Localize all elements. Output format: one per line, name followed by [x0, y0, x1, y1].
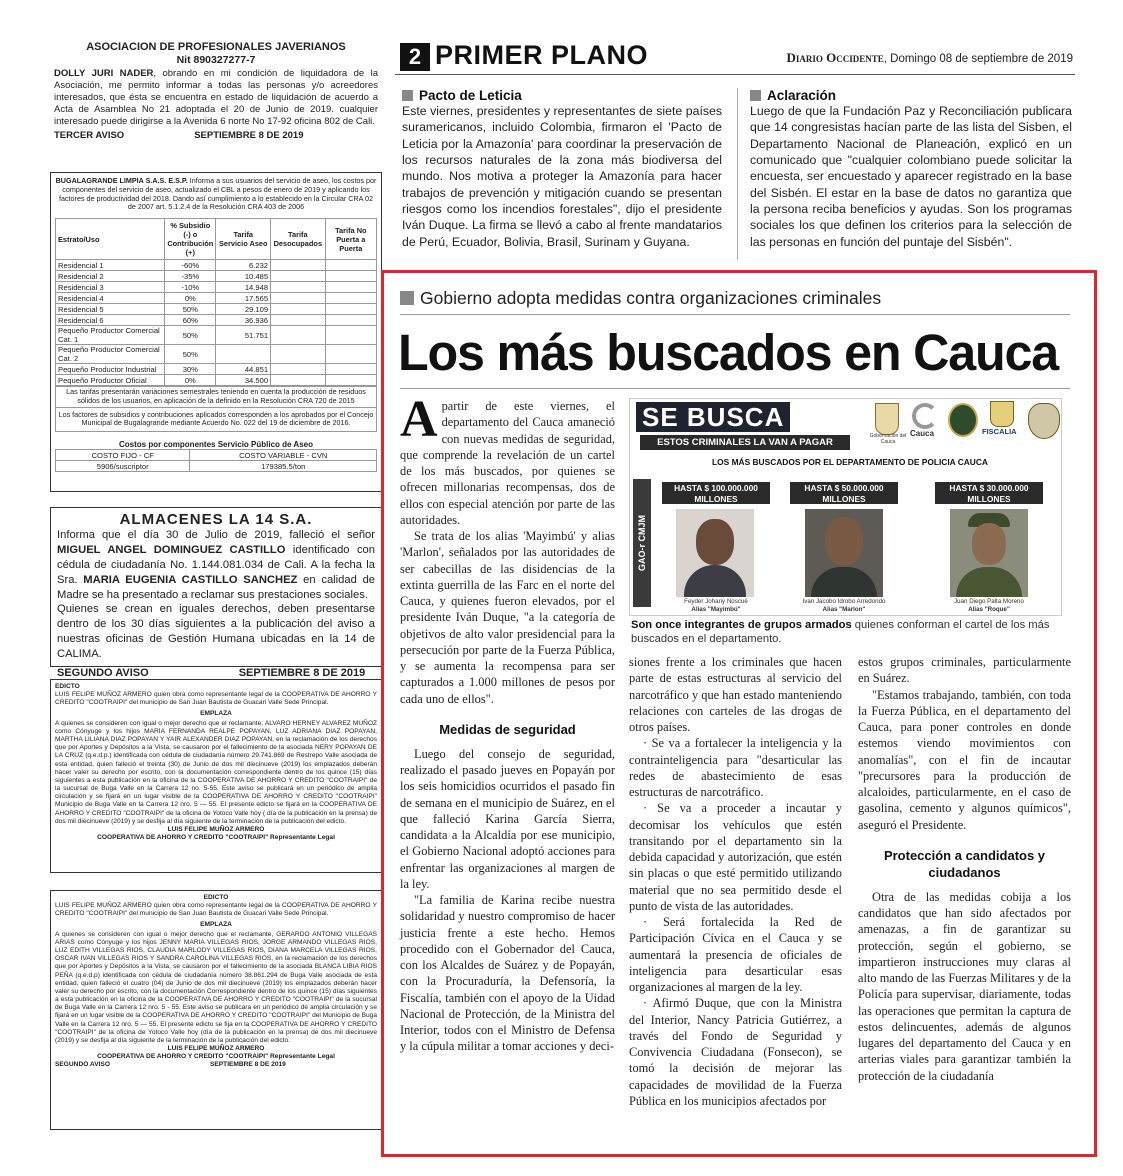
column-header: % Subsidio (-) o Contribución (+): [165, 219, 216, 260]
table-row: [56, 345, 377, 364]
table-cell: Pequeño Productor Comercial Cat. 2: [56, 345, 165, 364]
table-row: [56, 364, 377, 375]
army-emblem-icon: [1028, 403, 1060, 439]
costs-title: Costos por componentes Servicio Público de Aseo: [119, 440, 313, 450]
poster-se-busca: SE BUSCA: [636, 402, 790, 432]
reward-amount: HASTA $ 30.000.000: [949, 483, 1029, 493]
table-row: [56, 326, 377, 345]
paragraph: partir de este viernes, el departamento del Cauca amaneció con nuevas medidas de seguridad, que comprende la revelación de un cartel de los más buscados, por quienes se ofrecen millonarias recompensas, dos de ellos con especial atención por parte de las autoridades.: [400, 399, 615, 527]
paragraph: "La familia de Karina recibe nuestra solidaridad y nuestro compromiso de hacer justicia frente a este hecho. Hemos procedido con el Gobernador del Cauca, con los Alcaldes de Suárez y de Popayán, con la Procuraduría, la Defensoría, la Fiscalía, también con el apoyo de la Uidad Nacional de Protección, de la Ministra del Interior, todos con el Ministro de Defensa y la cúpula militar a tomar acciones y deci-: [400, 893, 615, 1054]
table-cell: [271, 282, 326, 293]
body-part: Quienes se crean en iguales derechos, deben presentarse dentro de los 30 días siguientes a la publicación del aviso a nuestras oficinas de Gestión Humana ubicadas en la 14 de CALIMA.: [57, 603, 375, 661]
poster-side-label: GAO-r CMJM: [633, 479, 651, 607]
table-cell: Residencial 2: [56, 271, 165, 282]
notice-date: SEPTIEMBRE 8 DE 2019: [209, 1061, 286, 1069]
article-col-3: [858, 654, 1071, 1084]
edicto-2: [50, 890, 382, 1130]
table-cell: [271, 315, 326, 326]
person-name: Juan Diego Palta Moreno: [954, 598, 1024, 605]
paragraph: · Se va a fortalecer la inteligencia y la contrainteligencia para "desarticular las redes de abastecimiento de esas estructuras de narcotráfico.: [629, 736, 842, 799]
table-cell: Residencial 4: [56, 293, 165, 304]
table-cell: [325, 293, 376, 304]
police-emblem-icon: [948, 403, 978, 437]
notice-body-text: , obrando en mi condición de liquidadora de la Asociación, me permito informar a todas las personas y/o acreedores interesados, que ésta se encuentra en estado de liquidación de acuerdo a Acta de Asamblea No 21 adoptada el 20 de Junio de 2019. cualquier interesado puede dirigirse a la Avenida 6 norte No 17-92 oficina 802 de Cali.: [54, 67, 379, 128]
table-cell: Pequeño Productor Industrial: [56, 364, 165, 375]
edicto-emplaza: EMPLAZA: [200, 709, 232, 717]
reward-unit: MILLONES: [694, 493, 738, 504]
table-cell: [325, 282, 376, 293]
table-cell: 6.232: [216, 260, 271, 271]
rates-note-2: Los factores de subsidios y contribuciones aplicados corresponden a los aprobados por el Concejo Municipal de Bugalagrande mediante Acuerdo No. 022 del 19 de diciembre de 2016.: [55, 408, 377, 433]
mugshot-photo: [805, 509, 883, 597]
table-cell: Pequeño Productor Oficial: [56, 375, 165, 386]
caption-bold: Son once integrantes de grupos armados: [631, 619, 852, 631]
reward-box-3: [935, 482, 1043, 504]
edicto-label: EDICTO: [55, 683, 80, 690]
table-cell: 14.948: [216, 282, 271, 293]
table-cell: [325, 315, 376, 326]
logo-fiscalia: FISCALIA: [982, 427, 1017, 436]
wanted-poster-image: [629, 398, 1062, 616]
cost-fixed-label: COSTO FIJO - CF: [56, 450, 190, 461]
dateline: [787, 50, 1074, 66]
table-cell: 17.565: [216, 293, 271, 304]
notice-label: TERCER AVISO: [54, 130, 125, 142]
notice-footer: [54, 130, 378, 142]
edicto-intro: LUIS FELIPE MUÑOZ ARMERO quien obra como representante legal de la COOPERATIVA DE AHORRO Y CREDITO "COOTRAIPI" del municipio de San Juan Bautista de Guacari Valle Sede Principal.: [55, 691, 377, 707]
person-alias: Alias "Roque": [968, 606, 1010, 614]
edicto-signer-role: COOPERATIVA DE AHORRO Y CREDITO "COOTRAIPI" Representante Legal: [97, 834, 335, 842]
mugshot-photo: [950, 509, 1028, 597]
person-alias: Alias "Mayimbú": [691, 606, 741, 614]
paragraph: siones frente a los criminales que hacen parte de estas estructuras al servicio del narcotráfico y que han estado manteniendo relaciones con carteles de las drogas de otros países.: [629, 655, 842, 734]
notice-label: SEGUNDO AVISO: [57, 667, 149, 680]
mugshot-photo: [676, 509, 754, 597]
table-cell: Residencial 1: [56, 260, 165, 271]
notice-almacenes: [50, 507, 382, 680]
brief-leticia: [402, 88, 722, 250]
table-cell: [271, 304, 326, 315]
brief-body: Este viernes, presidentes y representantes de siete países suramericanos, incluido Colombia, firmaron el 'Pacto de Leticia por la Amazonía' para coordinar la preservación de los recursos naturales de la zona más biodiversa del mundo. Nos motiva a proteger la Amazonía para hacer trabajos de prevención y mitigación cuando se presentan riesgos como los incendios forestales", dijo el presidente Iván Duque. La firma se llevó a cabo al frente mandatarios de Perú, Ecuador, Bolivia, Brasil, Surinam y Guyana.: [402, 104, 722, 249]
square-bullet-icon: [402, 90, 413, 101]
headline-rule: [400, 388, 1070, 389]
paragraph: Se trata de los alias 'Mayimbú' y alias 'Marlon', señalados por las autoridades de ser cabecillas de las disidencias de la extinta guerrilla de las Farc en el norte del Cauca, y quienes fueron elevados, por el presidente Iván Duque, "a la categoría de objetivos de alto valor presidencial para la persecución por parte de la Fuerza Pública, y se aumenta la recompensa para ser capturados a 1.000 millones de pesos por cada uno de ellos".: [400, 529, 615, 706]
edicto-1: [50, 679, 382, 873]
table-cell: [325, 326, 376, 345]
table-cell: 51.751: [216, 326, 271, 345]
reward-amount: HASTA $ 50.000.000: [804, 483, 884, 493]
edicto-signer: LUIS FELIPE MUÑOZ ARMERO: [167, 1045, 265, 1053]
table-cell: 50%: [165, 345, 216, 364]
notice-name: DOLLY JURI NADER: [54, 67, 154, 79]
claimant-name: MARIA EUGENIA CASTILLO SANCHEZ: [83, 573, 298, 586]
edicto-signer-role: COOPERATIVA DE AHORRO Y CREDITO "COOTRAIPI" Representante Legal: [97, 1053, 335, 1061]
table-cell: [325, 260, 376, 271]
reward-unit: MILLONES: [967, 493, 1011, 504]
wanted-person-2: [788, 598, 900, 614]
company-name: BUGALAGRANDE LIMPIA S.A.S. E.S.P.: [55, 176, 188, 185]
rates-note-1: Las tarifas presentarán variaciones semestrales teniendo en cuenta la producción de residuos sólidos de los usuarios, en aplicación de la definido en la Resolución CRA 720 de 2015: [55, 386, 377, 408]
notice-body: [54, 68, 378, 129]
table-header-row: [56, 219, 377, 260]
brief-divider: [737, 88, 738, 260]
notice-bugalagrande: [50, 172, 382, 492]
table-cell: Residencial 6: [56, 315, 165, 326]
subhead: Protección a candidatos y ciudadanos: [883, 847, 1046, 880]
deceased-name: MIGUEL ANGEL DOMINGUEZ CASTILLO: [57, 543, 286, 556]
cost-fixed-value: 5906/suscriptor: [56, 461, 190, 472]
table-cell: -60%: [165, 260, 216, 271]
brief-aclaracion: [750, 88, 1072, 250]
body-part: en calidad de Madre se ha presentado a reclamar sus prestaciones sociales.: [57, 573, 376, 601]
date: , Domingo 08 de septiembre de 2019: [883, 53, 1073, 65]
column-header: Estrato/Uso: [56, 219, 165, 260]
table-cell: Pequeño Productor Comercial Cat. 1: [56, 326, 165, 345]
brief-body: Luego de que la Fundación Paz y Reconciliación publicara que 14 congresistas hacían parte de las lista del Sisben, el Departamento Nacional de Planeación, explicó en un comunicado que "cualquier colombiano puede solicitar la encuesta, ser encuestado y aparecer registrado en la base del Sisbén. El estar en la base de datos no garantiza que la persona reciba beneficios y ayudas. Son los programas sociales los que definen los criterios para la selección de las personas en función del puntaje del Sisbén".: [750, 104, 1072, 249]
table-cell: [325, 345, 376, 364]
person-alias: Alias "Marlon": [822, 606, 866, 614]
section-title: PRIMER PLANO: [435, 40, 649, 70]
rates-table: [55, 218, 377, 386]
article-kicker: [400, 288, 1070, 315]
colombia-shield-icon: [990, 401, 1014, 427]
table-row: [56, 293, 377, 304]
logo-gobernacion: Gobernación del Cauca: [869, 433, 907, 445]
brief-title-text: Pacto de Leticia: [419, 88, 522, 103]
table-cell: 34.500: [216, 375, 271, 386]
table-cell: 44.851: [216, 364, 271, 375]
table-cell: 0%: [165, 375, 216, 386]
person-name: Feyder Johany Noscué: [684, 598, 748, 605]
body-part: Informa que el día 30 de Julio de 2019, falleció el señor: [57, 529, 375, 541]
table-cell: -10%: [165, 282, 216, 293]
square-bullet-icon: [750, 90, 761, 101]
table-row: [56, 375, 377, 386]
caption-rest: quienes conforman el cartel de los más buscados en el departamento.: [631, 619, 1050, 645]
paragraph: · Será fortalecida la Red de Participación Cívica en el Cauca y se aumentará la presencia de oficiales de inteligencia para desarticular esas organizaciones al margen de la ley.: [629, 915, 842, 994]
wanted-person-3: [933, 598, 1045, 614]
photo-caption: [631, 618, 1071, 646]
notice-intro: [55, 177, 377, 212]
paragraph: estos grupos criminales, particularmente en Suárez.: [858, 655, 1071, 686]
paper-name: Diario Occidente: [786, 50, 884, 65]
subhead: Medidas de seguridad: [439, 721, 576, 737]
logo-cauca: Cauca: [910, 429, 935, 438]
section-header: [395, 40, 1075, 75]
brief-title-text: Aclaración: [767, 88, 837, 103]
shield-icon: [875, 403, 899, 435]
rates-body: [56, 260, 377, 386]
cauca-logo-icon: [912, 403, 938, 429]
paragraph: · Se va a proceder a incautar y decomisar los vehículos que estén transitando por el departamento sin la debida capacidad y autorización, que estén sin placas o que esté permitido utilizando material que no sea permitido desde el punto de vista de las autoridades.: [629, 801, 842, 913]
costs-table: [55, 449, 377, 472]
notice-date: SEPTIEMBRE 8 DE 2019: [194, 130, 304, 142]
table-cell: Residencial 5: [56, 304, 165, 315]
table-cell: [325, 304, 376, 315]
article-headline: Los más buscados en Cauca: [398, 324, 1059, 381]
kicker-text: Gobierno adopta medidas contra organizaciones criminales: [420, 288, 882, 308]
column-header: Tarifa No Puerta a Puerta: [325, 219, 376, 260]
reward-box-1: [662, 482, 770, 504]
table-cell: [325, 271, 376, 282]
article-col-2: [629, 654, 842, 1109]
table-cell: 36.936: [216, 315, 271, 326]
notice-javerianos: [50, 40, 382, 152]
notice-label: SEGUNDO AVISO: [55, 1061, 110, 1069]
reward-amount: HASTA $ 100.000.000: [674, 483, 758, 493]
table-cell: [325, 364, 376, 375]
table-cell: 60%: [165, 315, 216, 326]
table-row: [56, 304, 377, 315]
table-cell: [216, 345, 271, 364]
page-number: 2: [400, 43, 430, 71]
table-cell: 30%: [165, 364, 216, 375]
wanted-person-1: [660, 598, 772, 614]
article-col-1: [400, 391, 615, 1055]
notice-nit: Nit 890327277-7: [176, 54, 256, 67]
table-cell: 50%: [165, 304, 216, 315]
table-cell: [271, 375, 326, 386]
table-cell: Residencial 3: [56, 282, 165, 293]
table-cell: [271, 260, 326, 271]
table-cell: 29.109: [216, 304, 271, 315]
notice-footer: [57, 667, 375, 679]
edicto-label: EDICTO: [203, 894, 229, 901]
reward-unit: MILLONES: [822, 493, 866, 504]
brief-title: [750, 88, 1072, 103]
column-header: Tarifa Servicio Aseo: [216, 219, 271, 260]
table-cell: [271, 326, 326, 345]
table-cell: [271, 364, 326, 375]
square-bullet-icon: [400, 291, 414, 305]
person-name: Ivan Jacobo Idrobo Arredondo: [802, 598, 886, 605]
poster-subtitle: ESTOS CRIMINALES LA VAN A PAGAR: [640, 435, 850, 450]
table-cell: -35%: [165, 271, 216, 282]
poster-headline: LOS MÁS BUSCADOS POR EL DEPARTAMENTO DE POLICIA CAUCA: [712, 457, 988, 467]
paragraph: Otra de las medidas cobija a los candidatos que han sido afectados por amenazas, a fin de garantizar su protección, según el gobierno, se impartieron instrucciones muy claras al alto mando de las Fuerzas Militares y de la Policía para supervisar, diariamente, todas las operaciones que permitan la captura de estos delincuentes, además de algunos lugares del departamento del Cauca y en arterias viales para garantizar también la protección de la ciudadanía: [858, 889, 1071, 1083]
edicto-body: A quienes se consideren con igual o mejor derecho que el reclamante, ALVARO HERNEY ALVAREZ MUÑOZ como Cónyuge y los hijos MARIA FERNANDA REALPE POPAYAN, LUZ ADRIANA DIAZ POPAYAN, MARTHA LILIANA DIAZ POPAYAN Y YAIR ALEXANDER DIAZ POPAYAN, en la reclamación de los derechos que por Aportes y Depósitos a la Vista, se causaron por el fallecimiento de la asociada NERY POPAYAN DE LA CRUZ (q.e.d.p.) identificada con cédula de ciudadanía número 29.741.869 de Restrepo Valle asociada de esta entidad, quien falleció el treinta (30) de Junio de dos mil diecinueve (2019) los emplazados deberán hacer valer su derecho por escrito, con la documentación correspondiente dentro de los quince (15) días siguientes a esta publicación en la oficina de la COOPERATIVA DE AHORRO Y CREDITO "COOTRAIPI" de la sucursal de Buga Valle en la Carrera 12 no. 5-55. Este aviso se publicará en un periódico de amplia circulación y se fijará en un lugar visible de la COOPERATIVA DE AHORRO Y CREDITO "COOTRAIPI" Municipio de Buga Valle en la Carrera 12 nro. 5 — 55. El presente edicto se fijará en la COOPERATIVA DE AHORRO Y CREDITO "COOTRAIPI" de la oficina de Yotoco Valle hoy ( día de la publicación en la prensa) de dos mil diecinueve (2019) y se desfija al día siguiente de la terminación de la publicación del edicto.: [55, 719, 377, 825]
table-row: [56, 282, 377, 293]
table-row: [56, 315, 377, 326]
table-cell: 0%: [165, 293, 216, 304]
edicto-signer: LUIS FELIPE MUÑOZ ARMERO: [167, 825, 265, 833]
edicto-body: A quienes se consideren con igual o mejor derecho que el reclamante, GERARDO ANTONIO VILLEGAS ARIAS como Cónyuge y los hijos JENNY MARIA VILLEGAS RIOS, JORGE ARMANDO VILLEGAS RIOS, LUZ EDITH VILLEGAS RIOS, CLAUDIA MARLODY VILLEGAS RIOS, DIANA MARCELA VILLEGAS RIOS, OSCAR IVAN VILLEGAS RIOS Y SANDRA CAROLINA VILLEGAS RIOS, en la reclamación de los derechos que por Aportes y Depósitos a la Vista, se causaron por el fallecimiento de la asociada BLANCA LIBIA RIOS PEÑA (q.e.d.p) identificada con cédula de ciudadanía número 38.861.294 de Buga Valle asociada de esta entidad, quien falleció el cuatro (04) de Junio de dos mil diecinueve (2019) los emplazados deberán hacer valer su derecho por escrito, con la documentación Correspondiente dentro de los quince (15) días siguientes a esta publicación en la oficina de la COOPERATIVA DE AHORRO Y CREDITO "COOTRAIPI" de la sucursal de Buga Valle en la Carrera 12 nro. 5 - 55. Este aviso se publicara en un periódico de amplia circulación y se fijará en un lugar visible de la COOPERATIVA DE AHORRO Y CREDITO "COOTRAIPI" del Municipio de Buga Valle en la Carrera 12 nro. 5 — 55. El presente edicto se fija en la COOPERATIVA DE AHORRO Y CREDITO "COOTRAIPI" de la oficina de Yotoco Valle hoy (día de la publicación en la prensa) de dos mil diecinueve (2019) y se desfija al día siguiente de la terminación de la publicación del edicto.: [55, 930, 377, 1044]
paragraph: "Estamos trabajando, también, con toda la Fuerza Pública, en el departamento del Cauca, para poner controles en donde estemos viendo movimientos con anomalías", con el fin de incautar "precursores para la producción de alcaloides, particularmente, en el caso de gasolina, cemento y algunos químicos", aseguró el Presidente.: [858, 687, 1071, 832]
notice-title: ASOCIACION DE PROFESIONALES JAVERIANOS: [86, 41, 346, 53]
edicto-intro: LUIS FELIPE MUÑOZ ARMERO quien obra como representante legal de la COOPERATIVA DE AHORRO Y CREDITO "COOTRAIPI" del municipio de San Juan Bautista de Guacari Valle Sede Principal.: [55, 902, 377, 918]
body-part: identificado con cédula de ciudadanía No. 1.144.081.034 de Cali. A la fecha la Sra.: [57, 543, 376, 586]
paragraph: Luego del consejo de seguridad, realizado el pasado jueves en Popayán por los seis homicidios ocurridos el pasado fin de semana en el municipio de Suárez, en el que falleció Karina García Sierra, candidata a la Alcaldía por ese municipio, el Gobierno Nacional adoptó acciones para enfrentar las organizaciones al margen de la ley.: [400, 746, 615, 891]
dropcap: A: [400, 391, 438, 448]
notice-footer: [55, 1061, 377, 1069]
notice-date: SEPTIEMBRE 8 DE 2019: [238, 667, 366, 680]
table-cell: 10.485: [216, 271, 271, 282]
table-row: [56, 260, 377, 271]
column-header: Tarifa Desocupados: [271, 219, 326, 260]
intro-text: Informa a sus usuarios del servicio de aseo, los costos por componentes del servicio de aseo, actualizado el CBL a pesos de enero de 2019 y aplicando los factores de productividad del 2018. Dando así cumplimiento a lo establecido en la Circular CRA 02 de 2007 art. 5.1.2.4 de la Resolución CRA 403 de 2006: [58, 176, 377, 212]
notice-title: ALMACENES LA 14 S.A.: [119, 511, 313, 528]
table-cell: [271, 345, 326, 364]
table-cell: [271, 271, 326, 282]
cost-variable-value: 179385.5/ton: [190, 461, 377, 472]
table-cell: [325, 375, 376, 386]
table-cell: [271, 293, 326, 304]
table-cell: 50%: [165, 326, 216, 345]
cost-variable-label: COSTO VARIABLE - CVN: [190, 450, 377, 461]
brief-title: [402, 88, 722, 103]
paragraph: · Afirmó Duque, que con la Ministra del Interior, Nancy Patricia Gutiérrez, a través del Fondo de Seguridad y Convivencia Ciudadana (Fonsecon), se tomó la decisión de mejorar las capacidades de movilidad de la Fuerza Pública en los municipios afectados por: [629, 996, 842, 1108]
notice-body: [57, 528, 375, 662]
edicto-emplaza: EMPLAZA: [200, 920, 232, 928]
reward-box-2: [790, 482, 898, 504]
table-row: [56, 271, 377, 282]
